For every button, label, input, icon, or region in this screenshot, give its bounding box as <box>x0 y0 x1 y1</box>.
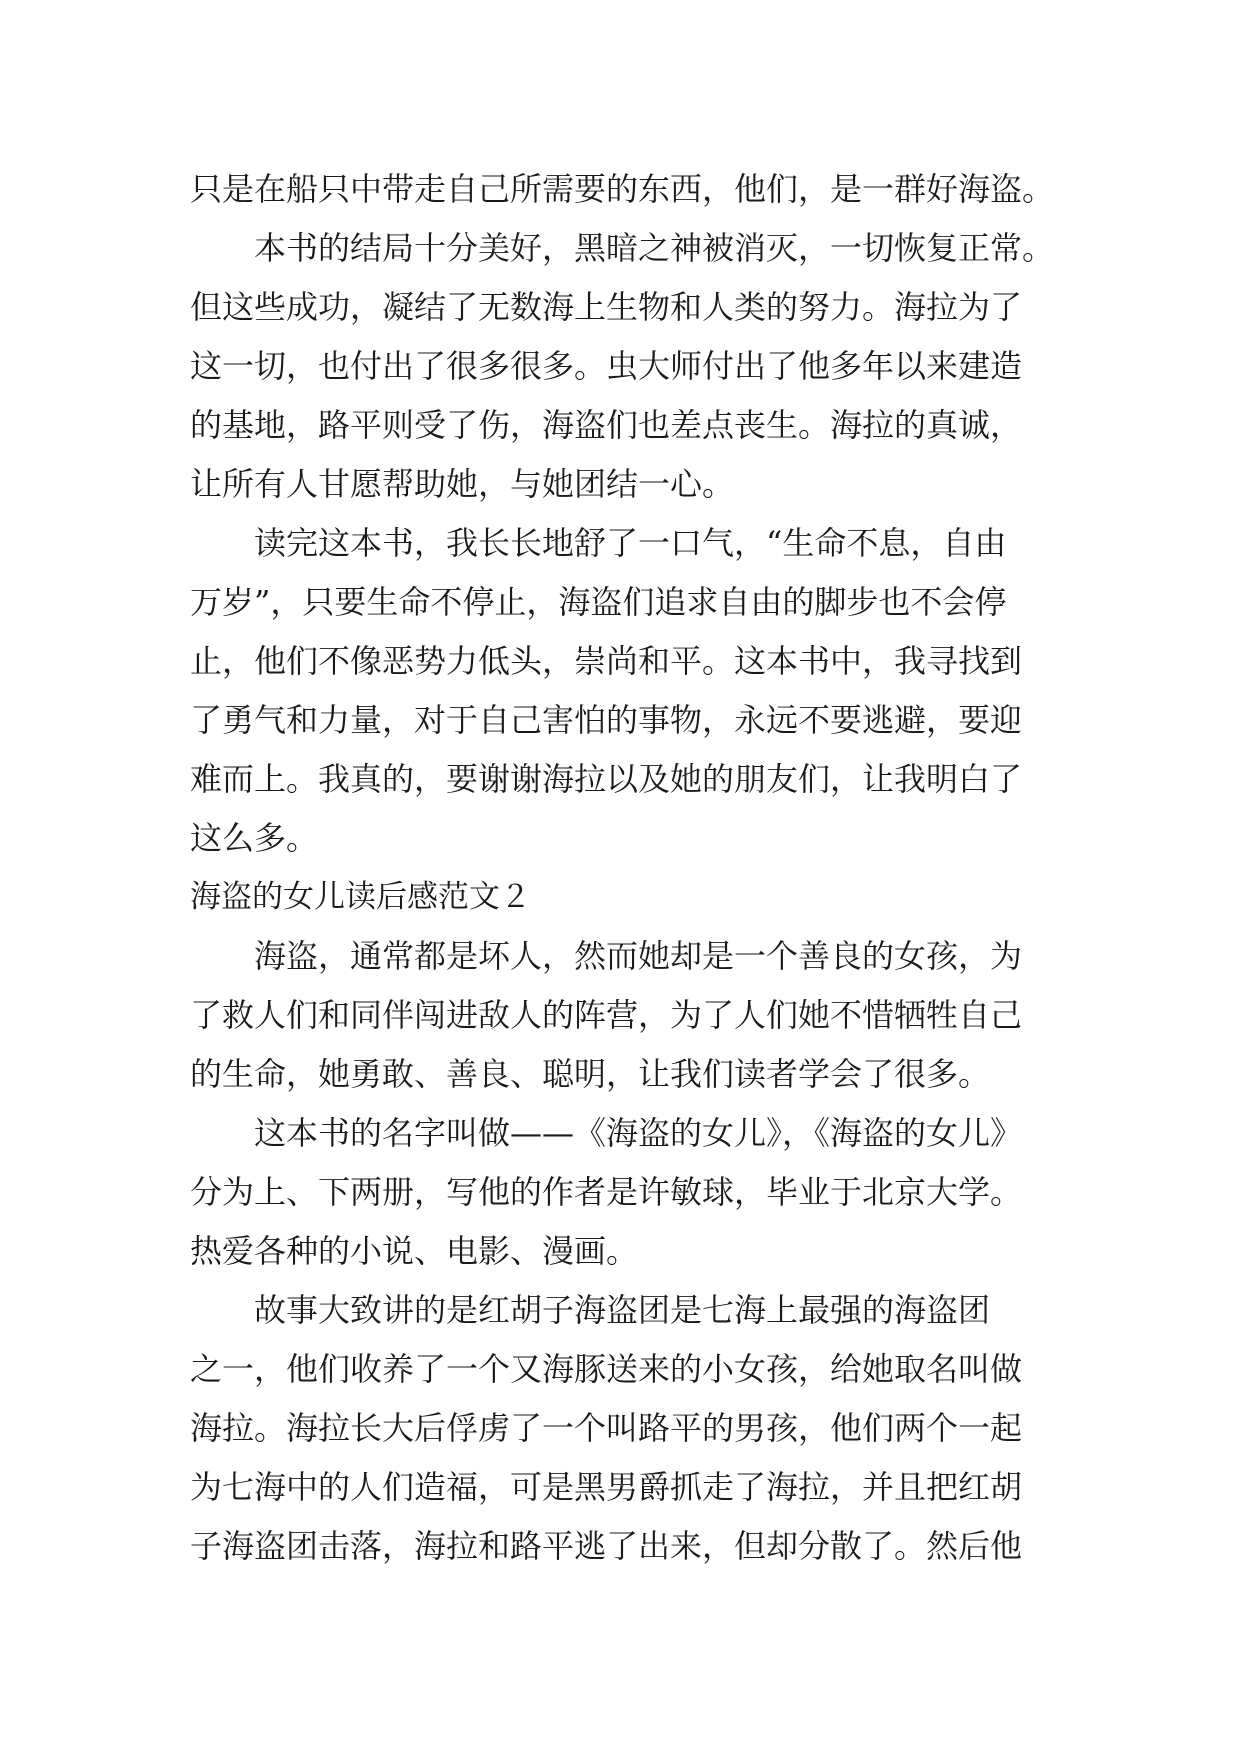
text-line: 的基地，路平则受了伤，海盗们也差点丧生。海拉的真诚， <box>190 406 1023 444</box>
text-line: 万岁”，只要生命不停止，海盗们追求自由的脚步也不会停 <box>190 583 1007 621</box>
text-line: 止，他们不像恶势力低头，崇尚和平。这本书中，我寻找到 <box>190 642 1023 680</box>
text-line: 之一，他们收养了一个又海豚送来的小女孩，给她取名叫做 <box>190 1350 1023 1388</box>
paragraph-start: 读完这本书，我长长地舒了一口气，“生命不息，自由 <box>254 524 1007 562</box>
text-line: 为七海中的人们造福，可是黑男爵抓走了海拉，并且把红胡 <box>190 1468 1023 1506</box>
text-line: 这一切，也付出了很多很多。虫大师付出了他多年以来建造 <box>190 347 1023 385</box>
text-line: 了救人们和同伴闯进敌人的阵营，为了人们她不惜牺牲自己 <box>190 996 1023 1034</box>
paragraph-start: 这本书的名字叫做——《海盗的女儿》，《海盗的女儿》 <box>254 1114 1023 1152</box>
body-text <box>190 160 1065 1576</box>
text-line: 难而上。我真的，要谢谢海拉以及她的朋友们，让我明白了 <box>190 760 1023 798</box>
section-heading: 海盗的女儿读后感范文２ <box>190 879 531 915</box>
paragraph-start: 故事大致讲的是红胡子海盗团是七海上最强的海盗团 <box>254 1291 991 1329</box>
text-line: 子海盗团击落，海拉和路平逃了出来，但却分散了。然后他 <box>190 1527 1023 1565</box>
text-line: 让所有人甘愿帮助她，与她团结一心。 <box>190 465 735 503</box>
text-line: 热爱各种的小说、电影、漫画。 <box>190 1232 639 1270</box>
text-line: 分为上、下两册，写他的作者是许敏球，毕业于北京大学。 <box>190 1173 1023 1211</box>
paragraph-start: 海盗，通常都是坏人，然而她却是一个善良的女孩，为 <box>254 937 1023 975</box>
paragraph-start: 本书的结局十分美好，黑暗之神被消灭，一切恢复正常。 <box>254 229 1055 267</box>
text-line: 了勇气和力量，对于自己害怕的事物，永远不要逃避，要迎 <box>190 701 1023 739</box>
text-line: 这么多。 <box>190 819 319 857</box>
text-line: 的生命，她勇敢、善良、聪明，让我们读者学会了很多。 <box>190 1055 991 1093</box>
text-line: 只是在船只中带走自己所需要的东西，他们，是一群好海盗。 <box>190 170 1055 208</box>
text-line: 但这些成功，凝结了无数海上生物和人类的努力。海拉为了 <box>190 288 1023 326</box>
text-line: 海拉。海拉长大后俘虏了一个叫路平的男孩，他们两个一起 <box>190 1409 1023 1447</box>
